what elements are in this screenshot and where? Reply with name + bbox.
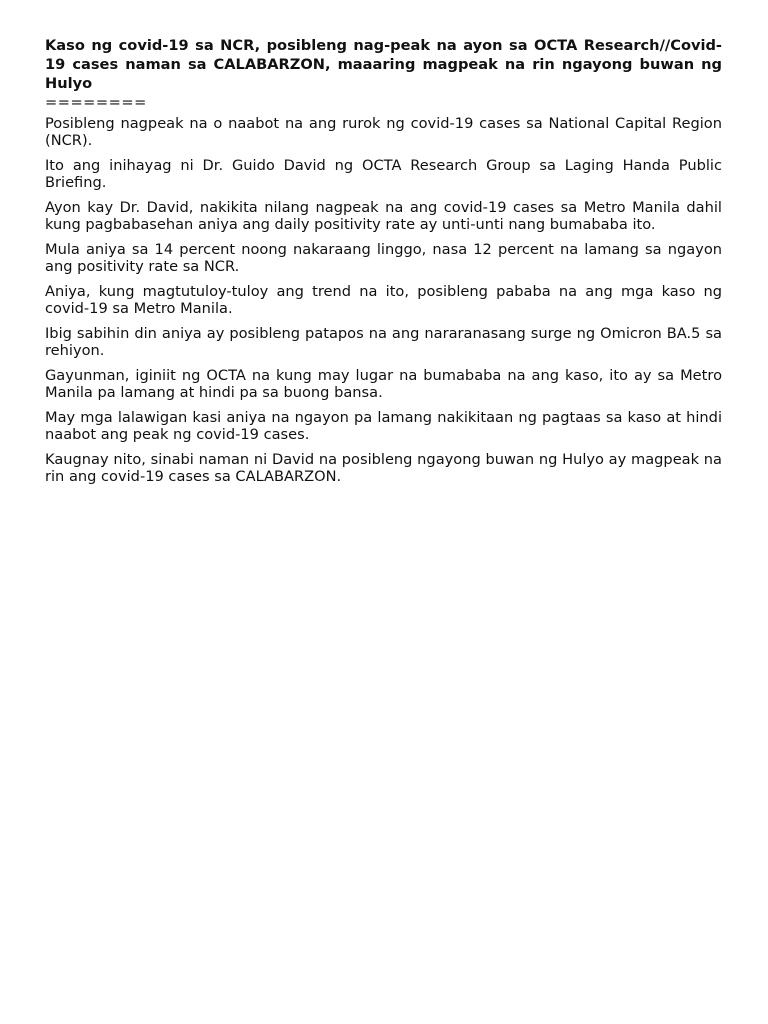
paragraph-1: Posibleng nagpeak na o naabot na ang rurok ng covid-19 cases sa National Capital Region (NCR). [45,115,722,149]
document-title: Kaso ng covid-19 sa NCR, posibleng nag-peak na ayon sa OCTA Research//Covid-19 cases naman sa CALABARZON, maaaring magpeak na rin ngayong buwan ng Hulyo [45,37,722,92]
paragraph-3: Ayon kay Dr. David, nakikita nilang nagpeak na ang covid-19 cases sa Metro Manila dahil kung pagbabasehan aniya ang daily positivity rate ay unti-unti nang bumababa ito. [45,199,722,233]
paragraph-9: Kaugnay nito, sinabi naman ni David na posibleng ngayong buwan ng Hulyo ay magpeak na rin ang covid-19 cases sa CALABARZON. [45,451,722,485]
document-page [45,36,722,493]
paragraph-4: Mula aniya sa 14 percent noong nakaraang linggo, nasa 12 percent na lamang sa ngayon ang positivity rate sa NCR. [45,241,722,275]
paragraph-8: May mga lalawigan kasi aniya na ngayon pa lamang nakikitaan ng pagtaas sa kaso at hindi naabot ang peak ng covid-19 cases. [45,409,722,443]
separator-line: ======== [45,94,147,111]
paragraph-5: Aniya, kung magtutuloy-tuloy ang trend na ito, posibleng pababa na ang mga kaso ng covid-19 sa Metro Manila. [45,283,722,317]
paragraph-2: Ito ang inihayag ni Dr. Guido David ng OCTA Research Group sa Laging Handa Public Briefing. [45,157,722,191]
paragraph-7: Gayunman, iginiit ng OCTA na kung may lugar na bumababa na ang kaso, ito ay sa Metro Manila pa lamang at hindi pa sa buong bansa. [45,367,722,401]
paragraph-6: Ibig sabihin din aniya ay posibleng patapos na ang nararanasang surge ng Omicron BA.5 sa rehiyon. [45,325,722,359]
